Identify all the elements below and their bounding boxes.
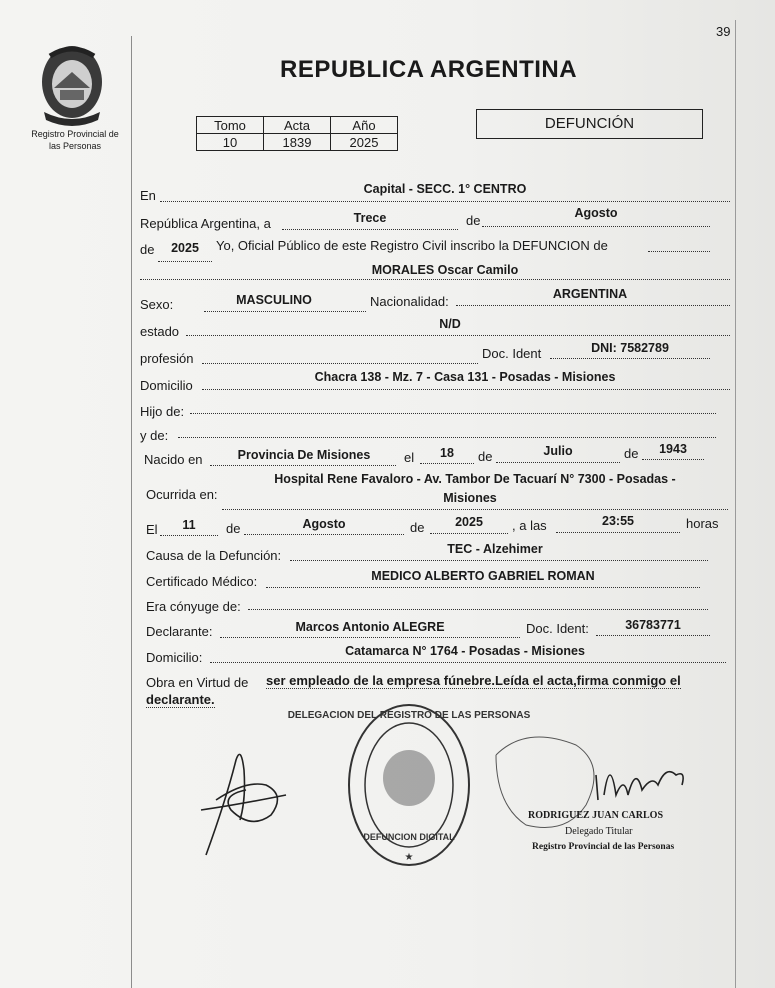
page-edge-line <box>735 20 736 988</box>
nacionalidad-value: ARGENTINA <box>552 287 628 301</box>
day-line <box>282 228 458 230</box>
ocurrida-label: Ocurrida en: <box>146 487 218 502</box>
svg-text:★: ★ <box>404 852 414 863</box>
domicilio2-value: Catamarca N° 1764 - Posadas - Misiones <box>345 644 585 658</box>
el-label: el <box>404 450 415 465</box>
month-line <box>482 225 710 227</box>
obra-value1: ser empleado de la empresa fúnebre.Leída el acta,firma conmigo el <box>266 673 681 688</box>
death-year: 2025 <box>455 515 483 529</box>
declarante-line <box>220 636 520 638</box>
en-label: En <box>140 188 156 203</box>
profesion-label: profesión <box>140 351 194 366</box>
provincial-emblem-icon <box>36 42 108 124</box>
obra-label: Obra en Virtud de <box>146 675 249 690</box>
domicilio-label: Domicilio <box>140 378 193 393</box>
registry-label-line1: Registro Provincial de <box>31 129 119 139</box>
birth-day-line <box>420 462 474 464</box>
declarante-signature <box>196 740 296 860</box>
domicilio2-line <box>210 661 726 663</box>
death-day: 11 <box>182 518 196 532</box>
republica-label: República Argentina, a <box>140 216 271 231</box>
tomo-acta-anio-table <box>196 116 398 151</box>
estado-label: estado <box>140 324 180 339</box>
declarante-doc-value: 36783771 <box>625 618 681 632</box>
sexo-value: MASCULINO <box>236 293 312 307</box>
birth-year-line <box>642 458 704 460</box>
death-time-line <box>556 531 680 533</box>
signature-role: Delegado Titular <box>565 826 633 837</box>
hijo-label: Hijo de: <box>140 404 185 419</box>
birth-de2-label: de <box>624 446 639 461</box>
death-el-label: El <box>146 522 158 537</box>
de2-label: de <box>140 242 155 257</box>
birth-month-line <box>496 461 620 463</box>
day-value: Trece <box>353 211 387 225</box>
official-text: Yo, Oficial Público de este Registro Civil inscribo la DEFUNCION de <box>216 238 608 253</box>
alas-label: , a las <box>512 518 547 533</box>
ocurrida-line1: Hospital Rene Favaloro - Av. Tambor De Tacuarí N° 7300 - Posadas - <box>274 472 676 486</box>
signature-org: Registro Provincial de las Personas <box>532 842 675 852</box>
estado-line <box>186 334 730 336</box>
yde-label: y de: <box>140 428 169 443</box>
page-number: 39 <box>716 24 731 39</box>
certificado-line <box>266 586 700 588</box>
estado-value: N/D <box>439 317 461 331</box>
acta-value: 1839 <box>264 134 331 151</box>
domicilio2-label: Domicilio: <box>146 650 203 665</box>
death-de-label: de <box>226 521 241 536</box>
causa-line <box>290 559 708 561</box>
nacido-label: Nacido en <box>144 452 203 467</box>
birth-year: 1943 <box>659 442 687 456</box>
causa-label: Causa de la Defunción: <box>146 548 282 563</box>
declarante-doc-line <box>596 634 710 636</box>
table-header-row <box>197 117 398 134</box>
tomo-value: 10 <box>197 134 264 151</box>
tomo-header: Tomo <box>197 117 264 134</box>
doc-ident-value: DNI: 7582789 <box>591 341 669 355</box>
deceased-name: MORALES Oscar Camilo <box>371 263 519 277</box>
month-value: Agosto <box>574 206 618 220</box>
death-year-line <box>430 532 508 534</box>
death-time: 23:55 <box>602 514 634 528</box>
death-month-line <box>244 533 404 535</box>
seal-inner-text: DEFUNCION DIGITAL <box>363 832 455 842</box>
registry-label-line2: las Personas <box>48 141 102 151</box>
birth-day: 18 <box>440 446 454 460</box>
nacido-line <box>210 464 396 466</box>
certificado-label: Certificado Médico: <box>146 574 258 589</box>
sexo-line <box>204 310 366 312</box>
en-value: Capital - SECC. 1° CENTRO <box>363 182 527 196</box>
seal-outer-text: DELEGACION DEL REGISTRO DE LAS PERSONAS <box>287 710 531 721</box>
declarante-label: Declarante: <box>146 624 213 639</box>
birth-de-label: de <box>478 449 493 464</box>
causa-value: TEC - Alzehimer <box>447 542 543 556</box>
horas-label: horas <box>686 516 719 531</box>
anio-header: Año <box>331 117 398 134</box>
nacionalidad-label: Nacionalidad: <box>370 294 449 309</box>
registry-label <box>20 128 130 152</box>
certificado-value: MEDICO ALBERTO GABRIEL ROMAN <box>371 569 595 583</box>
yde-line <box>178 436 716 438</box>
document-type-box: DEFUNCIÓN <box>476 109 703 139</box>
nacido-value: Provincia De Misiones <box>237 448 371 462</box>
official-line <box>648 250 710 252</box>
profesion-line <box>202 362 478 364</box>
death-month: Agosto <box>302 517 346 531</box>
year-line <box>158 260 212 262</box>
conyuge-label: Era cónyuge de: <box>146 599 241 614</box>
declarante-doc-label: Doc. Ident: <box>526 621 589 636</box>
delegation-seal-icon <box>287 700 531 870</box>
domicilio-line <box>202 388 730 390</box>
doc-ident-label: Doc. Ident <box>482 346 542 361</box>
doc-ident-line <box>550 357 710 359</box>
ocurrida-line <box>222 508 728 510</box>
table-row <box>197 134 398 151</box>
birth-month: Julio <box>543 444 573 458</box>
margin-line <box>131 36 132 988</box>
ocurrida-line2: Misiones <box>443 491 497 505</box>
death-day-line <box>160 534 218 536</box>
sexo-label: Sexo: <box>140 297 174 312</box>
en-line <box>160 200 730 202</box>
signature-name: RODRIGUEZ JUAN CARLOS <box>528 810 664 821</box>
anio-value: 2025 <box>331 134 398 151</box>
hijo-line <box>190 412 716 414</box>
death-de2-label: de <box>410 520 425 535</box>
name-line <box>140 278 730 280</box>
obra-value2: declarante. <box>146 692 215 707</box>
domicilio-value: Chacra 138 - Mz. 7 - Casa 131 - Posadas - Misiones <box>314 370 616 384</box>
de-label: de <box>466 213 481 228</box>
year-value: 2025 <box>171 241 199 255</box>
nacionalidad-line <box>456 304 730 306</box>
conyuge-line <box>248 608 708 610</box>
declarante-value: Marcos Antonio ALEGRE <box>295 620 445 634</box>
acta-header: Acta <box>264 117 331 134</box>
page-title: REPUBLICA ARGENTINA <box>280 56 578 83</box>
